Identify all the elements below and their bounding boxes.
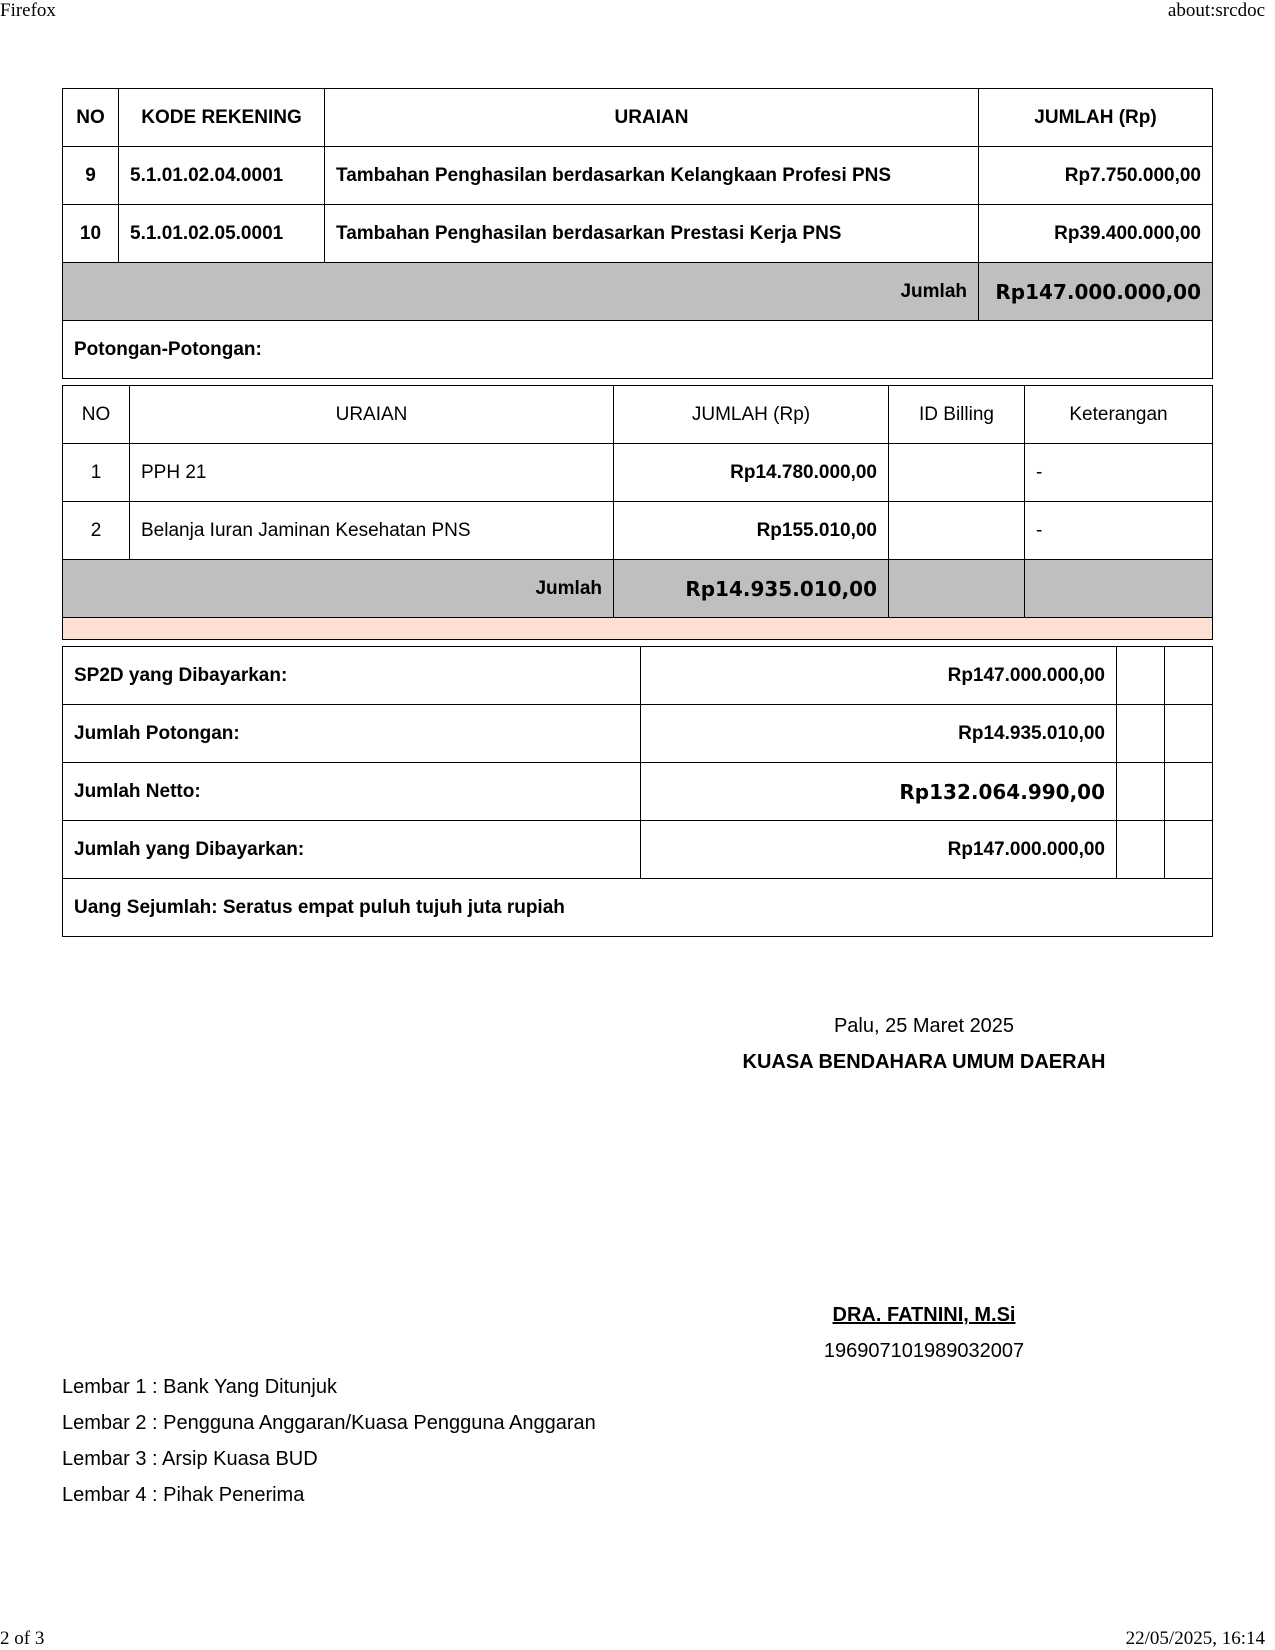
header-no: NO (63, 89, 119, 147)
row-id-billing (889, 444, 1025, 502)
dibayar-label: Jumlah yang Dibayarkan: (63, 821, 641, 879)
potongan-title: Potongan-Potongan: (63, 321, 1213, 379)
total-value: Rp147.000.000,00 (979, 263, 1213, 321)
header-id-billing: ID Billing (889, 386, 1025, 444)
header-uraian: URAIAN (325, 89, 979, 147)
row-no: 9 (63, 147, 119, 205)
empty-cell (1117, 705, 1165, 763)
potongan-value: Rp14.935.010,00 (641, 705, 1117, 763)
empty-cell (1165, 705, 1213, 763)
row-jumlah: Rp14.780.000,00 (614, 444, 889, 502)
sp2d-label: SP2D yang Dibayarkan: (63, 647, 641, 705)
signature-name: DRA. FATNINI, M.Si (832, 1304, 1016, 1326)
browser-url: about:srcdoc (1167, 0, 1265, 21)
row-jumlah: Rp155.010,00 (614, 502, 889, 560)
row-keterangan: - (1025, 502, 1213, 560)
dibayar-value: Rp147.000.000,00 (641, 821, 1117, 879)
header-keterangan: Keterangan (1025, 386, 1213, 444)
total-empty-cell (1025, 560, 1213, 618)
signature-place-date: Palu, 25 Maret 2025 (833, 1015, 1015, 1037)
header-uraian: URAIAN (130, 386, 614, 444)
print-datetime: 22/05/2025, 16:14 (1125, 1628, 1265, 1649)
header-kode-rekening: KODE REKENING (119, 89, 325, 147)
summary-table (62, 646, 1213, 937)
table-row (63, 502, 1213, 560)
browser-app-name: Firefox (0, 0, 56, 21)
table-row (63, 205, 1213, 263)
potongan-header-row (63, 386, 1213, 444)
separator-cell (63, 618, 1213, 640)
row-uraian: Belanja Iuran Jaminan Kesehatan PNS (130, 502, 614, 560)
table-row (63, 444, 1213, 502)
header-no: NO (63, 386, 130, 444)
netto-label: Jumlah Netto: (63, 763, 641, 821)
summary-row (63, 763, 1213, 821)
sp2d-value: Rp147.000.000,00 (641, 647, 1117, 705)
empty-cell (1165, 647, 1213, 705)
empty-cell (1117, 647, 1165, 705)
signature-nip: 196907101989032007 (823, 1340, 1025, 1362)
potongan-title-row (63, 321, 1213, 379)
distribution-item: Lembar 2 : Pengguna Anggaran/Kuasa Pengguna Anggaran (62, 1412, 596, 1434)
header-jumlah: JUMLAH (Rp) (614, 386, 889, 444)
row-keterangan: - (1025, 444, 1213, 502)
signature-role: KUASA BENDAHARA UMUM DAERAH (742, 1051, 1106, 1073)
total-label: Jumlah (63, 560, 614, 618)
total-label: Jumlah (63, 263, 979, 321)
row-kode: 5.1.01.02.05.0001 (119, 205, 325, 263)
potongan-total-row (63, 560, 1213, 618)
row-kode: 5.1.01.02.04.0001 (119, 147, 325, 205)
header-jumlah: JUMLAH (Rp) (979, 89, 1213, 147)
belanja-total-row (63, 263, 1213, 321)
row-uraian: Tambahan Penghasilan berdasarkan Prestasi Kerja PNS (325, 205, 979, 263)
summary-row (63, 647, 1213, 705)
empty-cell (1165, 821, 1213, 879)
row-jumlah: Rp39.400.000,00 (979, 205, 1213, 263)
row-no: 10 (63, 205, 119, 263)
belanja-header-row (63, 89, 1213, 147)
row-uraian: Tambahan Penghasilan berdasarkan Kelangkaan Profesi PNS (325, 147, 979, 205)
empty-cell (1117, 821, 1165, 879)
terbilang: Uang Sejumlah: Seratus empat puluh tujuh juta rupiah (63, 879, 1213, 937)
empty-cell (1117, 763, 1165, 821)
row-no: 1 (63, 444, 130, 502)
summary-row (63, 705, 1213, 763)
total-empty-cell (889, 560, 1025, 618)
page-number: 2 of 3 (0, 1628, 45, 1649)
empty-cell (1165, 763, 1213, 821)
summary-row (63, 821, 1213, 879)
terbilang-row (63, 879, 1213, 937)
netto-value: Rp132.064.990,00 (641, 763, 1117, 821)
total-value: Rp14.935.010,00 (614, 560, 889, 618)
belanja-table (62, 88, 1213, 379)
distribution-item: Lembar 4 : Pihak Penerima (62, 1484, 305, 1506)
separator-row (63, 618, 1213, 640)
row-id-billing (889, 502, 1025, 560)
distribution-item: Lembar 1 : Bank Yang Ditunjuk (62, 1376, 337, 1398)
row-uraian: PPH 21 (130, 444, 614, 502)
distribution-item: Lembar 3 : Arsip Kuasa BUD (62, 1448, 318, 1470)
row-jumlah: Rp7.750.000,00 (979, 147, 1213, 205)
potongan-label: Jumlah Potongan: (63, 705, 641, 763)
row-no: 2 (63, 502, 130, 560)
table-row (63, 147, 1213, 205)
potongan-table (62, 385, 1213, 640)
